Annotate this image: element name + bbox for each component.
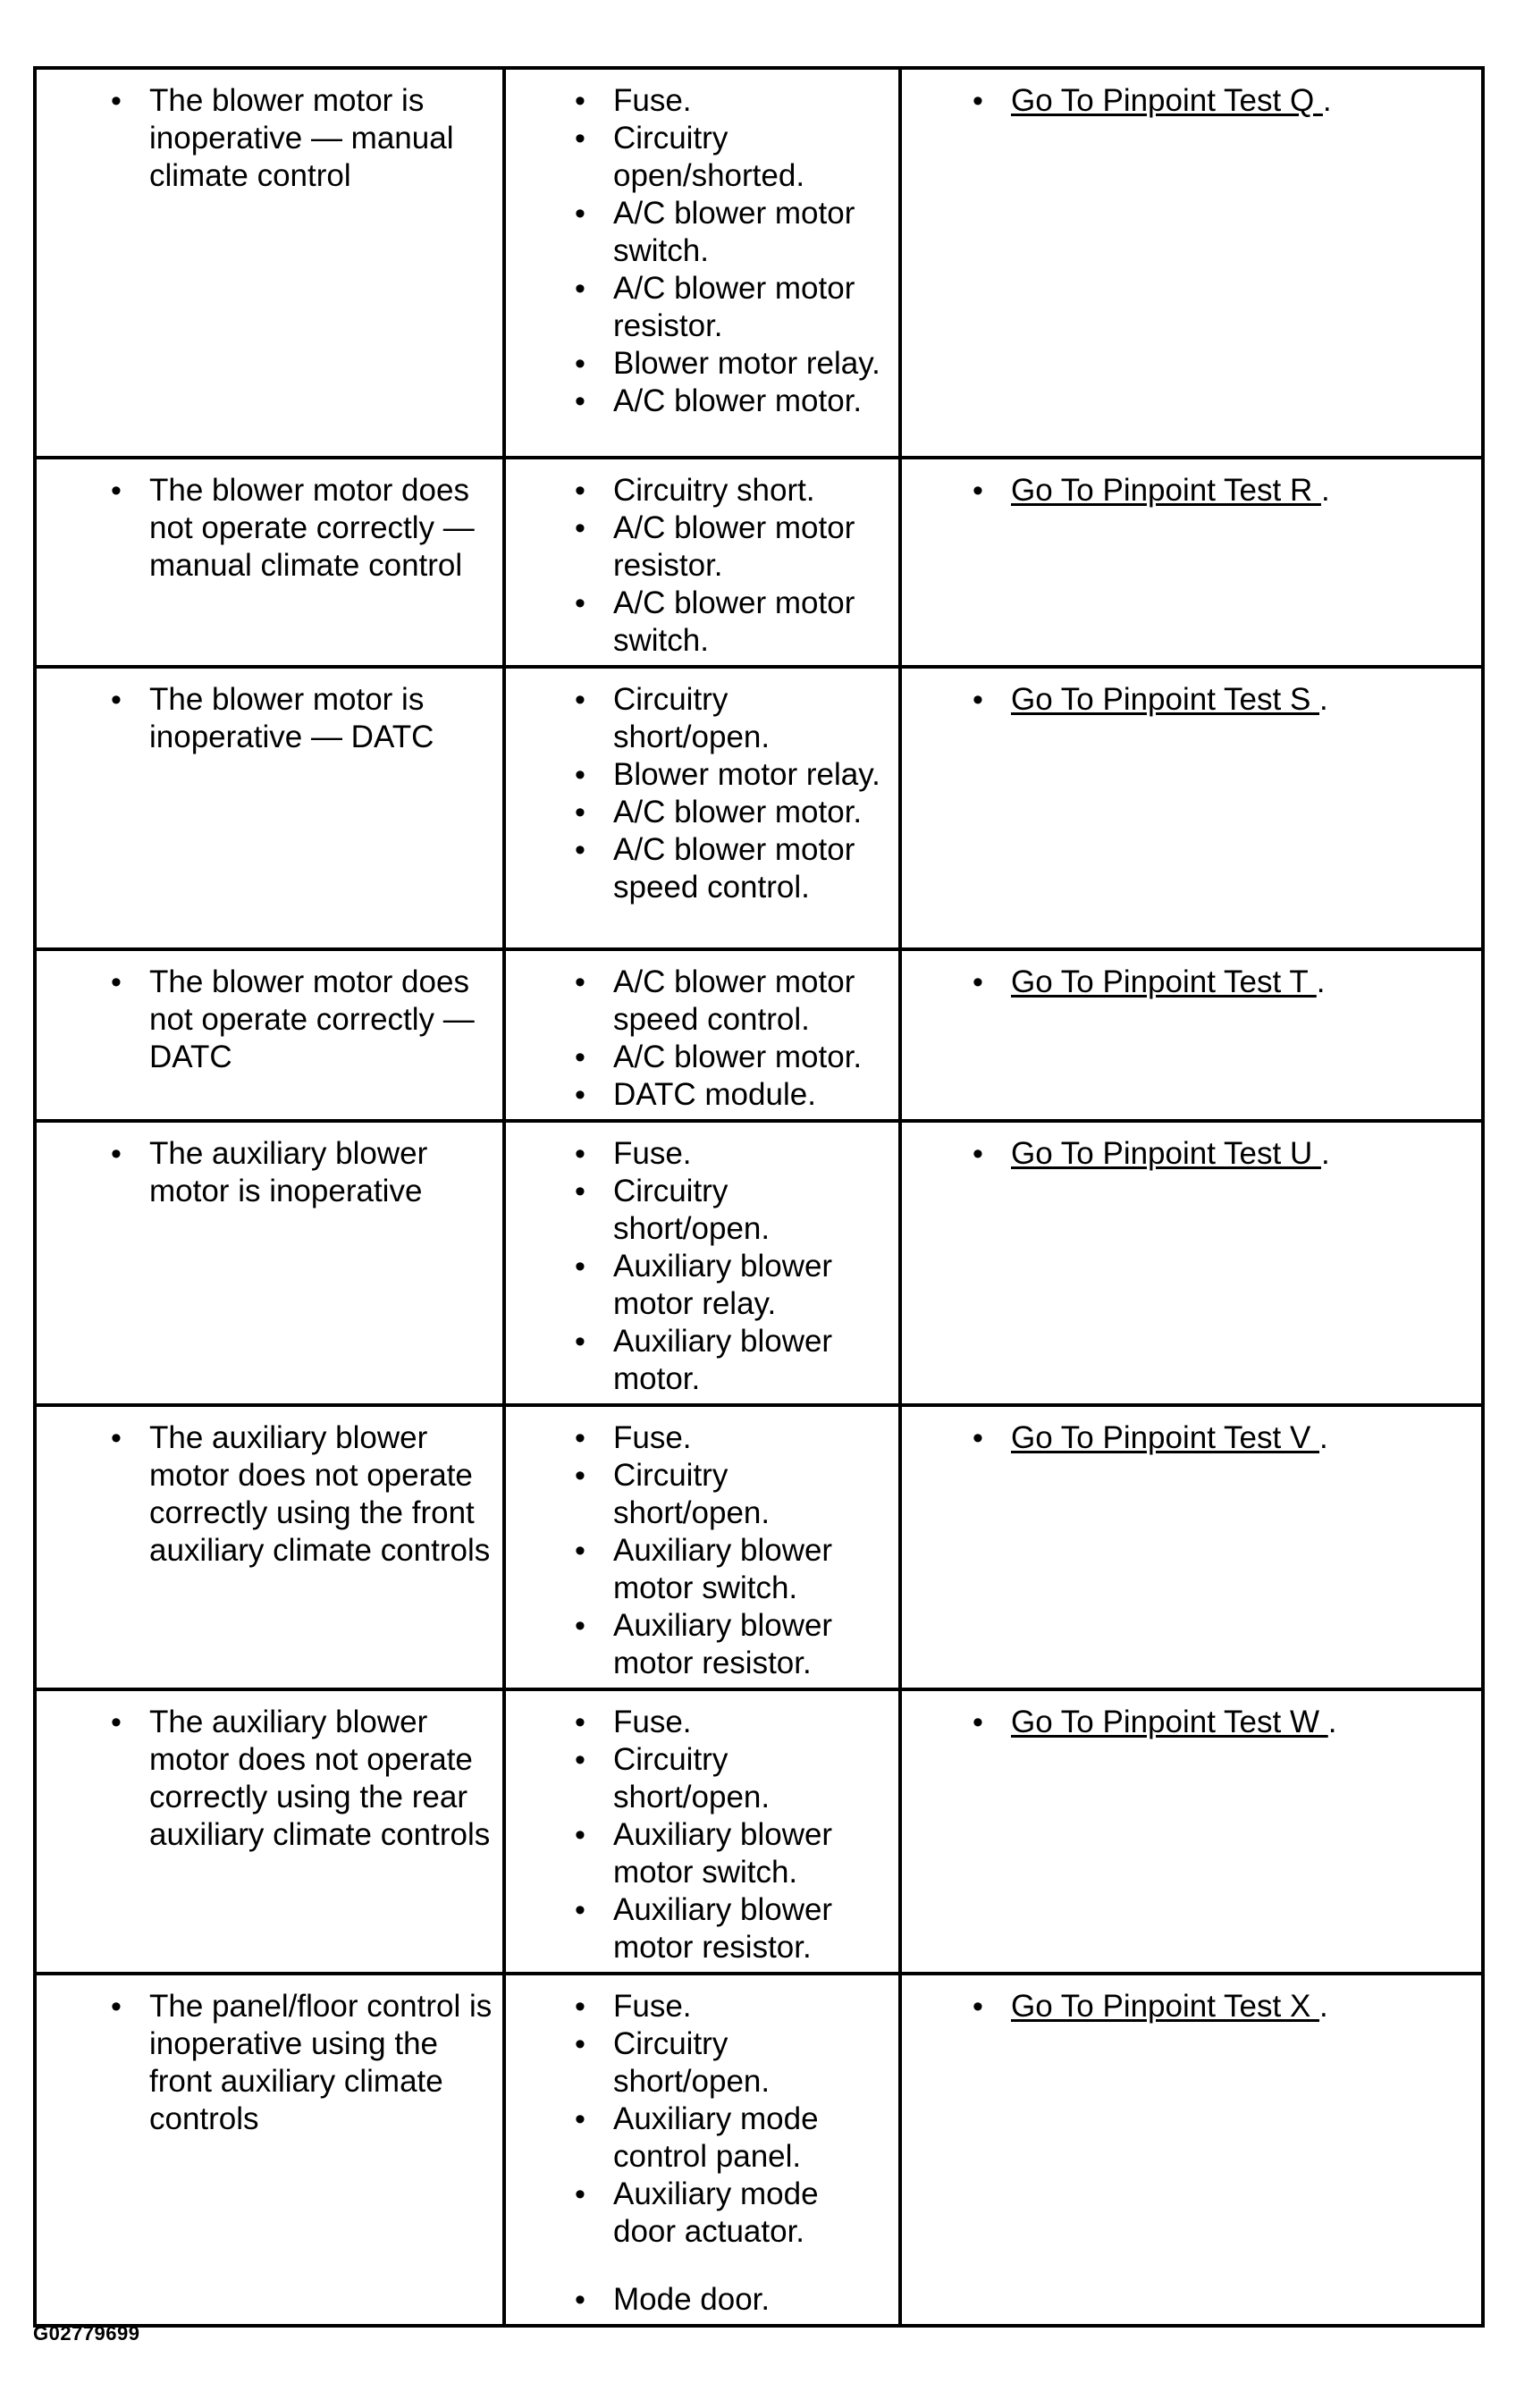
symptom-text: • The blower motor does not operate correctly — manual climate control [149,472,493,585]
pinpoint-test-link[interactable]: Go To Pinpoint Test R [1011,473,1321,508]
possible-source-item: • Blower motor relay. [613,345,889,383]
action-item [1011,681,1472,719]
possible-source-item: • A/C blower motor switch. [613,195,889,270]
table-row [35,1974,1483,2326]
table-row [35,1405,1483,1689]
symptom-cell [35,1689,504,1974]
action-cell [900,68,1483,458]
symptom-text: • The auxiliary blower motor does not operate correctly using the front auxiliary climate controls [149,1419,493,1570]
pinpoint-test-link[interactable]: Go To Pinpoint Test X [1011,1989,1320,2024]
action-item [1011,964,1472,1001]
possible-source-item: • A/C blower motor switch. [613,585,889,660]
possible-source-cell [504,68,900,458]
action-cell [900,1974,1483,2326]
possible-source-item: • Auxiliary blower motor resistor. [613,1891,889,1966]
action-item [1011,1988,1472,2025]
possible-source-item: • Fuse. [613,82,889,120]
possible-source-item: • A/C blower motor resistor. [613,509,889,585]
symptom-text: • The blower motor is inoperative — manual climate control [149,82,493,195]
possible-source-item: • Fuse. [613,1988,889,2025]
pinpoint-test-link[interactable]: Go To Pinpoint Test S [1011,682,1320,717]
symptom-text: • The blower motor does not operate correctly — DATC [149,964,493,1076]
possible-source-item: • Circuitry short/open. [613,1173,889,1248]
possible-source-item: • Auxiliary mode control panel. [613,2101,889,2176]
table-row [35,667,1483,949]
symptom-text: • The auxiliary blower motor is inoperative [149,1135,493,1210]
action-cell [900,458,1483,667]
action-cell [900,667,1483,949]
pinpoint-test-link[interactable]: Go To Pinpoint Test T [1011,964,1317,999]
action-item [1011,1135,1472,1173]
pinpoint-test-link[interactable]: Go To Pinpoint Test W [1011,1705,1328,1739]
possible-source-item: • Blower motor relay. [613,756,889,794]
action-suffix: . [1319,682,1328,717]
symptom-cell [35,68,504,458]
possible-source-item: • A/C blower motor. [613,794,889,831]
table-row [35,1121,1483,1405]
action-suffix: . [1322,83,1332,118]
possible-source-item: • Circuitry short/open. [613,1741,889,1816]
symptom-cell [35,949,504,1121]
possible-source-item: • A/C blower motor. [613,1039,889,1076]
possible-source-item: • Circuitry short/open. [613,1457,889,1532]
action-suffix: . [1319,1420,1328,1455]
table-row [35,458,1483,667]
action-cell [900,1689,1483,1974]
possible-source-item: • A/C blower motor speed control. [613,964,889,1039]
symptom-cell [35,1974,504,2326]
possible-source-item: • Circuitry short. [613,472,889,509]
symptom-cell [35,1121,504,1405]
action-suffix: . [1320,1136,1330,1171]
possible-source-item: • Auxiliary blower motor. [613,1323,889,1398]
table-row [35,949,1483,1121]
table-row [35,68,1483,458]
table-row [35,1689,1483,1974]
symptom-text: • The auxiliary blower motor does not operate correctly using the rear auxiliary climate controls [149,1704,493,1854]
action-suffix: . [1316,964,1326,999]
possible-source-cell [504,1689,900,1974]
symptom-chart-table [33,66,1485,2328]
symptom-cell [35,1405,504,1689]
action-item [1011,1419,1472,1457]
possible-source-item: • Circuitry short/open. [613,681,889,756]
possible-source-cell [504,1121,900,1405]
action-item [1011,1704,1472,1741]
symptom-cell [35,667,504,949]
action-cell [900,949,1483,1121]
action-suffix: . [1327,1705,1337,1739]
action-cell [900,1405,1483,1689]
possible-source-item: • Circuitry open/shorted. [613,120,889,195]
table-body [35,68,1483,2326]
pinpoint-test-link[interactable]: Go To Pinpoint Test Q [1011,83,1323,118]
pinpoint-test-link[interactable]: Go To Pinpoint Test U [1011,1136,1321,1171]
possible-source-item: • Fuse. [613,1135,889,1173]
possible-source-cell [504,1405,900,1689]
possible-source-item: • A/C blower motor speed control. [613,831,889,906]
possible-source-item: • Fuse. [613,1704,889,1741]
possible-source-cell [504,949,900,1121]
symptom-cell [35,458,504,667]
action-cell [900,1121,1483,1405]
possible-source-item: • Auxiliary blower motor switch. [613,1816,889,1891]
possible-source-item: • A/C blower motor. [613,383,889,420]
possible-source-item: • Auxiliary mode door actuator. [613,2176,889,2251]
action-suffix: . [1320,473,1330,508]
possible-source-item: • Auxiliary blower motor resistor. [613,1607,889,1682]
possible-source-item: • Auxiliary blower motor switch. [613,1532,889,1607]
pinpoint-test-link[interactable]: Go To Pinpoint Test V [1011,1420,1320,1455]
figure-id: G02779699 [33,2322,140,2345]
possible-source-cell [504,667,900,949]
possible-source-cell [504,458,900,667]
symptom-text: • The panel/floor control is inoperative using the front auxiliary climate controls [149,1988,493,2138]
possible-source-cell [504,1974,900,2326]
possible-source-item: • Fuse. [613,1419,889,1457]
possible-source-item: • Auxiliary blower motor relay. [613,1248,889,1323]
possible-source-item: • Mode door. [613,2281,889,2319]
possible-source-item: • DATC module. [613,1076,889,1114]
action-suffix: . [1319,1989,1328,2024]
symptom-text: • The blower motor is inoperative — DATC [149,681,493,756]
possible-source-item: • Circuitry short/open. [613,2025,889,2101]
action-item [1011,82,1472,120]
possible-source-item: • A/C blower motor resistor. [613,270,889,345]
action-item [1011,472,1472,509]
